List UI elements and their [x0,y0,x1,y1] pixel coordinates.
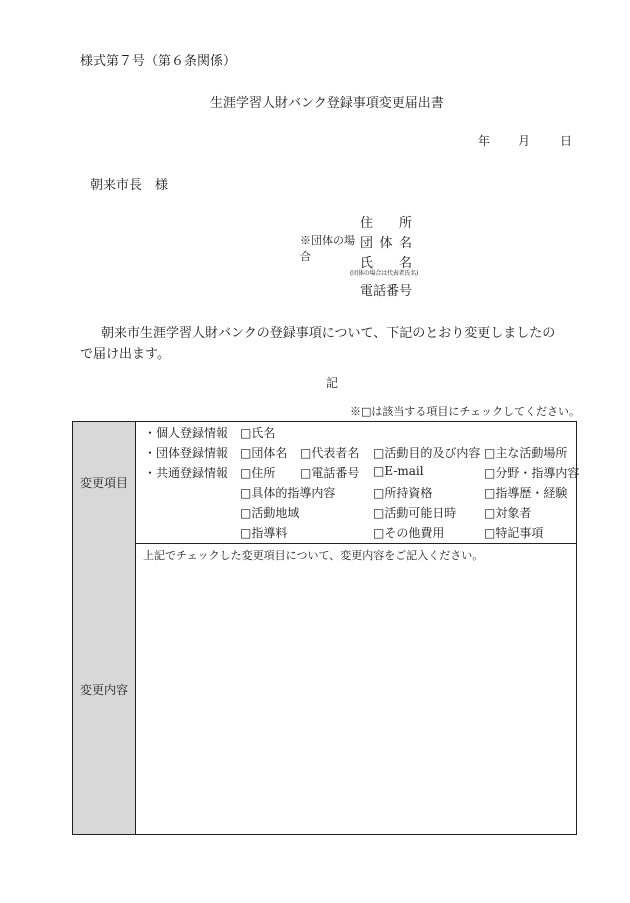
date-month: 月 [518,134,531,148]
addressee: 朝来市長 様 [90,178,169,193]
checkbox-group-name[interactable]: □団体名 [240,446,288,460]
body-paragraph-line2: で届け出ます。 [80,347,170,362]
name-label: 氏名 [360,256,412,271]
applicant-group-row [300,232,420,263]
checkbox-specific-content[interactable]: □具体的指導内容 [240,486,336,500]
address-label: 住所 [360,216,412,231]
checkbox-special-notes[interactable]: □特記事項 [484,526,544,540]
date-year: 年 [478,134,491,148]
checkbox-activity-purpose[interactable]: □活動目的及び内容 [373,446,481,460]
name-note: (団体の場合は代表者氏名) [350,270,419,277]
ki-label: 記 [326,376,339,390]
content-instruction: 上記でチェックした変更項目について、変更内容をご記入ください。 [143,549,484,562]
category-group: ・団体登録情報 [144,446,229,460]
group-name-label: 団体名 [360,236,412,251]
phone-label: 電話番号 [360,284,413,299]
change-form-table [72,421,580,835]
checkbox-available-times[interactable]: □活動可能日時 [373,506,457,520]
checkbox-email[interactable]: □E-mail [373,464,424,478]
checkbox-address[interactable]: □住所 [240,466,276,480]
checkbox-experience[interactable]: □指導歴・経験 [484,486,568,500]
checkbox-main-activity-place[interactable]: □主な活動場所 [484,446,568,460]
body-paragraph-line1: 朝来市生涯学習人財バンクの登録事項について、下記のとおり変更しましたの [101,326,556,341]
date-day: 日 [560,134,573,148]
checkbox-representative[interactable]: □代表者名 [300,446,360,460]
document-title: 生涯学習人財バンク登録事項変更届出書 [210,96,444,111]
checkbox-qualifications[interactable]: □所持資格 [373,486,433,500]
category-common: ・共通登録情報 [144,466,229,480]
change-items-label-cell [73,422,136,543]
checkbox-activity-area[interactable]: □活動地域 [240,506,300,520]
checkbox-field-content[interactable]: □分野・指導内容 [484,466,580,480]
checkbox-fee[interactable]: □指導料 [240,526,288,540]
checkbox-name[interactable]: □氏名 [240,426,276,440]
change-content-input-area[interactable] [137,564,576,834]
table-divider [73,543,576,544]
group-prefix: ※団体の場合 [300,234,355,263]
change-content-label: 変更内容 [79,683,128,697]
checkbox-other-costs[interactable]: □その他費用 [373,526,445,540]
checkbox-target-audience[interactable]: □対象者 [484,506,532,520]
checkbox-phone[interactable]: □電話番号 [300,466,360,480]
check-note: ※□は該当する項目にチェックしてください。 [350,405,581,418]
category-personal: ・個人登録情報 [144,426,229,440]
applicant-address-row [300,212,420,232]
applicant-phone-row [300,280,420,300]
form-number: 様式第７号（第６条関係） [80,54,237,69]
change-content-label-cell [73,543,136,834]
change-items-label: 変更項目 [79,476,128,490]
